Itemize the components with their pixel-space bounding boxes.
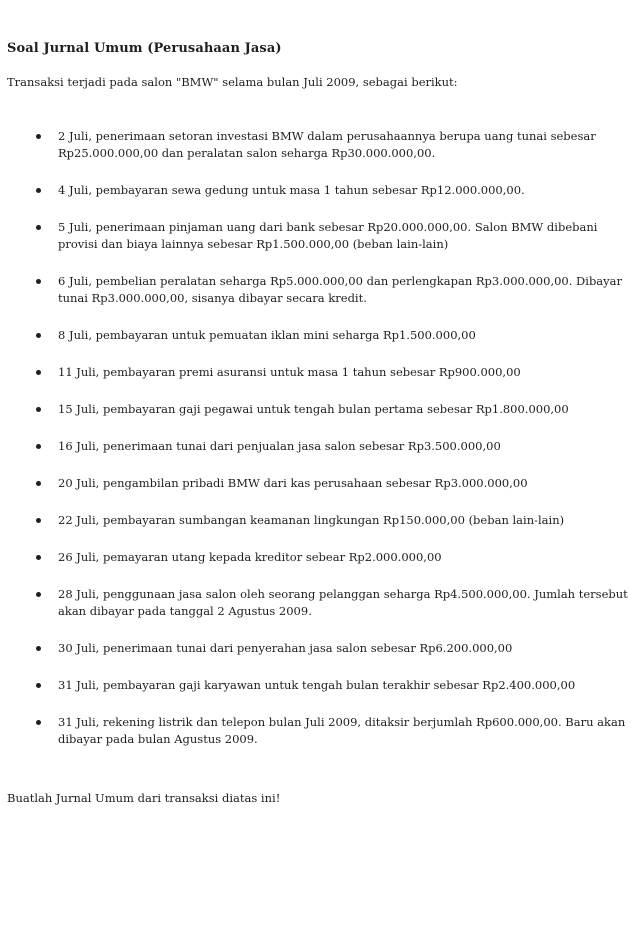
transaction-item — [7, 273, 630, 307]
document-title: Soal Jurnal Umum (Perusahaan Jasa) — [7, 41, 282, 56]
instruction-paragraph: Buatlah Jurnal Umum dari transaksi diatas ini! — [7, 791, 281, 805]
bullet-icon — [36, 407, 41, 412]
transaction-text: 15 Juli, pembayaran gaji pegawai untuk tengah bulan pertama sebesar Rp1.800.000,00 — [58, 402, 569, 416]
transaction-item — [7, 512, 630, 529]
transaction-text: 22 Juli, pembayaran sumbangan keamanan lingkungan Rp150.000,00 (beban lain-lain) — [58, 513, 565, 527]
bullet-icon — [36, 279, 41, 284]
transaction-text: 20 Juli, pengambilan pribadi BMW dari kas perusahaan sebesar Rp3.000.000,00 — [58, 476, 528, 490]
transaction-item — [7, 714, 630, 748]
transaction-text: 31 Juli, pembayaran gaji karyawan untuk tengah bulan terakhir sebesar Rp2.400.000,00 — [58, 678, 576, 692]
bullet-icon — [36, 646, 41, 651]
transaction-text: 16 Juli, penerimaan tunai dari penjualan jasa salon sebesar Rp3.500.000,00 — [58, 439, 501, 453]
bullet-icon — [36, 370, 41, 375]
bullet-icon — [36, 444, 41, 449]
transaction-text: 2 Juli, penerimaan setoran investasi BMW dalam perusahaannya berupa uang tunai sebesar Rp25.000.000,00 dan peralatan salon seharga Rp30.000.000,00. — [58, 129, 596, 160]
bullet-icon — [36, 481, 41, 486]
transaction-item — [7, 364, 630, 381]
transaction-item — [7, 401, 630, 418]
transaction-list — [7, 128, 630, 748]
bullet-icon — [36, 720, 41, 725]
bullet-icon — [36, 134, 41, 139]
transaction-text: 31 Juli, rekening listrik dan telepon bulan Juli 2009, ditaksir berjumlah Rp600.000,00. Baru akan dibayar pada bulan Agustus 2009. — [58, 715, 626, 746]
transaction-item — [7, 549, 630, 566]
transaction-text: 26 Juli, pemayaran utang kepada kreditor sebear Rp2.000.000,00 — [58, 550, 442, 564]
transaction-item — [7, 586, 630, 620]
bullet-icon — [36, 518, 41, 523]
transaction-item — [7, 475, 630, 492]
transaction-text: 8 Juli, pembayaran untuk pemuatan iklan mini seharga Rp1.500.000,00 — [58, 328, 476, 342]
intro-paragraph: Transaksi terjadi pada salon "BMW" selama bulan Juli 2009, sebagai berikut: — [7, 75, 458, 89]
bullet-icon — [36, 225, 41, 230]
bullet-icon — [36, 188, 41, 193]
bullet-icon — [36, 333, 41, 338]
transaction-item — [7, 219, 630, 253]
transaction-item — [7, 327, 630, 344]
transaction-item — [7, 677, 630, 694]
transaction-text: 30 Juli, penerimaan tunai dari penyerahan jasa salon sebesar Rp6.200.000,00 — [58, 641, 513, 655]
transaction-text: 4 Juli, pembayaran sewa gedung untuk masa 1 tahun sebesar Rp12.000.000,00. — [58, 183, 525, 197]
transaction-item — [7, 438, 630, 455]
transaction-item — [7, 640, 630, 657]
transaction-text: 6 Juli, pembelian peralatan seharga Rp5.000.000,00 dan perlengkapan Rp3.000.000,00. Dibayar tunai Rp3.000.000,00, sisanya dibayar secara kredit. — [58, 274, 623, 305]
transaction-text: 5 Juli, penerimaan pinjaman uang dari bank sebesar Rp20.000.000,00. Salon BMW dibebani provisi dan biaya lainnya sebesar Rp1.500.000,00 (beban lain-lain) — [58, 220, 598, 251]
bullet-icon — [36, 592, 41, 597]
bullet-icon — [36, 683, 41, 688]
transaction-text: 28 Juli, penggunaan jasa salon oleh seorang pelanggan seharga Rp4.500.000,00. Jumlah tersebut akan dibayar pada tanggal 2 Agustus 2009. — [58, 587, 628, 618]
bullet-icon — [36, 555, 41, 560]
transaction-text: 11 Juli, pembayaran premi asuransi untuk masa 1 tahun sebesar Rp900.000,00 — [58, 365, 521, 379]
transaction-item — [7, 128, 630, 162]
transaction-item — [7, 182, 630, 199]
